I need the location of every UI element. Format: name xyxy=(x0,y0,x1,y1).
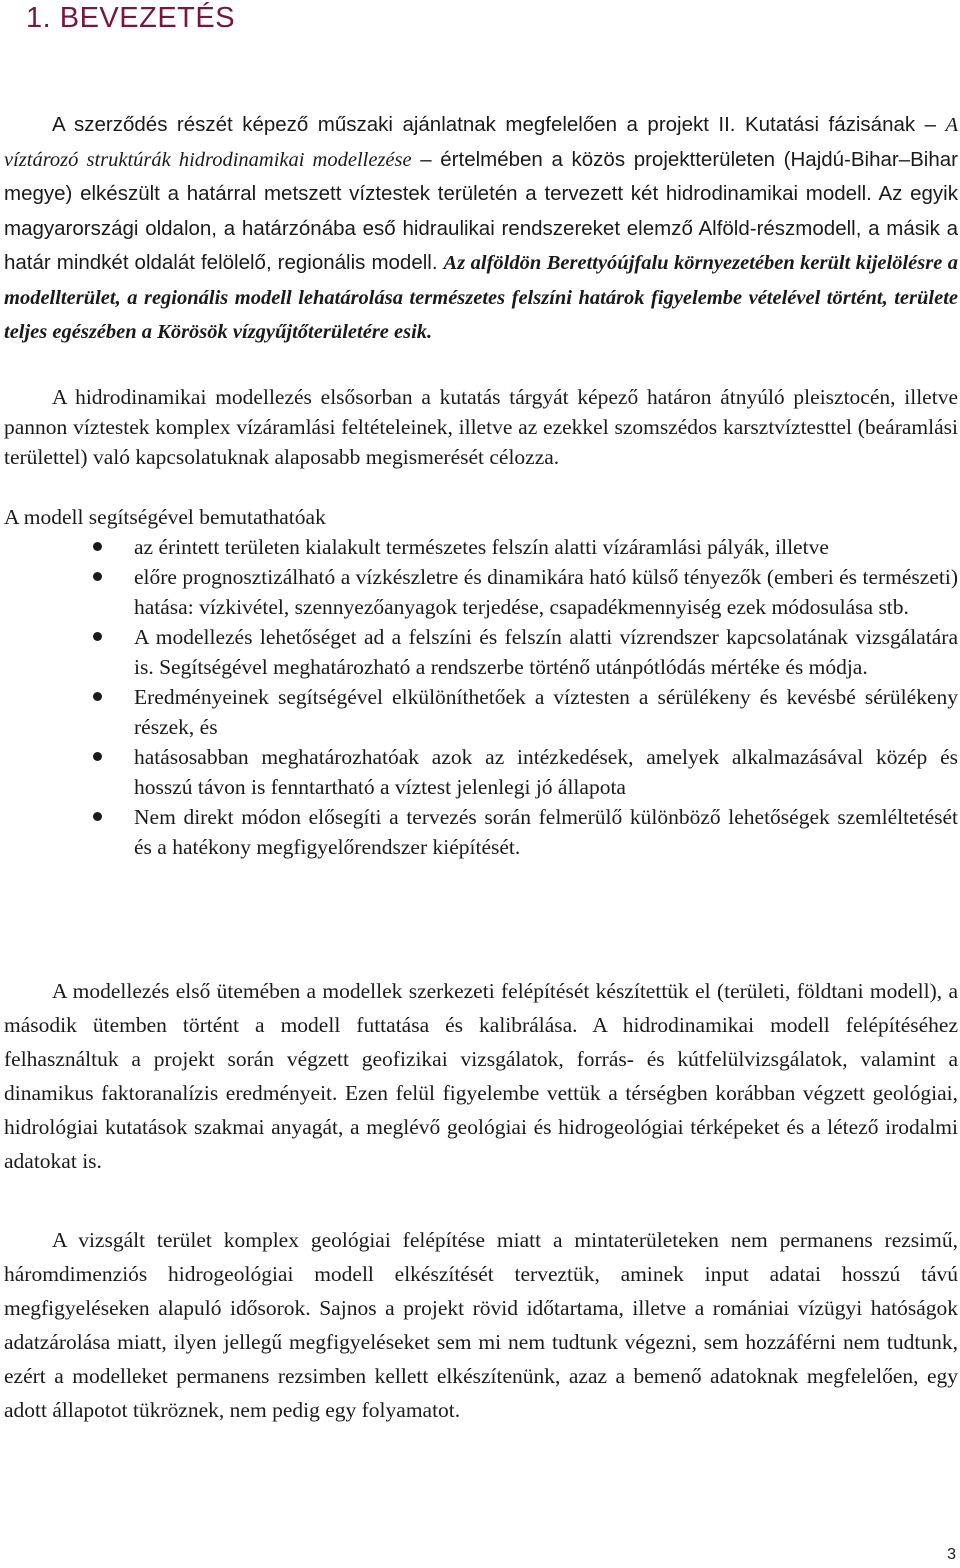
bullet-icon xyxy=(93,812,102,821)
list-item-text: Eredményeinek segítségével elkülöníthetőek a víztesten a sérülékeny és kevésbé sérülékeny részek, és xyxy=(134,685,958,739)
list-item xyxy=(0,802,960,862)
section-heading: 1. BEVEZETÉS xyxy=(26,2,236,34)
list-item-text: az érintett területen kialakult természetes felszín alatti vízáramlási pályák, illetve xyxy=(134,535,829,559)
list-item-text: Nem direkt módon elősegíti a tervezés során felmerülő különböző lehetőségek szemléltetését és a hatékony megfigyelőrendszer kiépítését. xyxy=(134,805,958,859)
bullet-icon xyxy=(93,752,102,761)
bullet-icon xyxy=(93,542,102,551)
list-item-text: hatásosabban meghatározhatóak azok az intézkedések, amelyek alkalmazásával közép és hosszú távon is fenntartható a víztest jelenlegi jó állapota xyxy=(134,745,958,799)
page-number: 3 xyxy=(947,1546,956,1563)
list-item xyxy=(0,562,960,622)
list-item xyxy=(0,622,960,682)
list-intro: A modell segítségével bemutathatóak xyxy=(4,505,326,529)
intro-text-middle: – értelmében a közös projektterületen (Hajdú-Bihar–Bihar megye) elkészült a határral metszett víztestek területén a tervezett két hidrodinamikai modell. Az egyik magyarországi oldalon, a határzónába eső hidraulikai rendszereket elemző Alföld-részmodell, a másik a határ mindkét oldalát felölelő, regionális modell. xyxy=(4,147,958,274)
list-item-text: A modellezés lehetőséget ad a felszíni és felszín alatti vízrendszer kapcsolatának vizsgálatára is. Segítségével meghatározható a rendszerbe történő utánpótlódás mértéke és módja. xyxy=(134,625,958,679)
list-item-text: előre prognosztizálható a vízkészletre és dinamikára ható külső tényezők (emberi és természeti) hatása: vízkivétel, szennyezőanyagok terjedése, csapadékmennyiség ezek módosulása stb. xyxy=(134,565,958,619)
bullet-icon xyxy=(93,572,102,581)
list-item xyxy=(0,742,960,802)
bullet-icon xyxy=(93,692,102,701)
paragraph-modelling-phases: A modellezés első ütemében a modellek szerkezeti felépítését készítettük el (területi, földtani modell), a második ütemben történt a modell futtatása és kalibrálása. A hidrodinamikai modell felépítéséhez felhasználtuk a projekt során végzett geofizikai vizsgálatok, forrás- és kútfelülvizsgálatok, valamint a dinamikus faktoranalízis eredményeit. Ezen felül figyelembe vettük a térségben korábban végzett geológiai, hidrológiai kutatások szakmai anyagát, a meglévő geológiai és hidrogeológiai térképeket és a létező irodalmi adatokat is. xyxy=(4,979,958,1173)
intro-text-start: A szerződés részét képező műszaki ajánlatnak megfelelően a projekt II. Kutatási fázisának – xyxy=(52,113,946,136)
paragraph-modelling-goal: A hidrodinamikai modellezés elsősorban a kutatás tárgyát képező határon átnyúló pleisztocén, illetve pannon víztestek komplex vízáramlási feltételeinek, illetve az ezekkel szomszédos karsztvíztesttel (beáramlási területtel) való kapcsolatuknak alaposabb megismerését célozza. xyxy=(4,385,958,469)
intro-project-title: A víztározó struktúrák hidrodinamikai modellezése xyxy=(4,114,958,171)
list-item xyxy=(0,532,960,562)
intro-paragraph xyxy=(4,108,958,350)
paragraph-model-limitations: A vizsgált terület komplex geológiai felépítése miatt a mintaterületeken nem permanens rezsimű, háromdimenziós hidrogeológiai modell elkészítését terveztük, aminek input adatai hosszú távú megfigyeléseken alapuló idősorok. Sajnos a projekt rövid időtartama, illetve a romániai vízügyi hatóságok adatzárolása miatt, ilyen jellegű megfigyeléseket sem mi nem tudtunk végezni, sem hozzáférni nem tudtunk, ezért a modelleket permanens rezsimben kellett elkészítenünk, azaz a bemenő adatoknak megfelelően, egy adott állapotot tükröznek, nem pedig egy folyamatot. xyxy=(4,1228,958,1422)
bullet-icon xyxy=(93,632,102,641)
intro-bold-italic-statement: Az alföldön Berettyóújfalu környezetében került kijelölésre a modellterület, a regionális modell lehatárolása természetes felszíni határok figyelembe vételével történt, területe teljes egészében a Körösök vízgyűjtőterületére esik. xyxy=(4,252,958,343)
list-item xyxy=(0,682,960,742)
benefits-list xyxy=(0,532,960,862)
